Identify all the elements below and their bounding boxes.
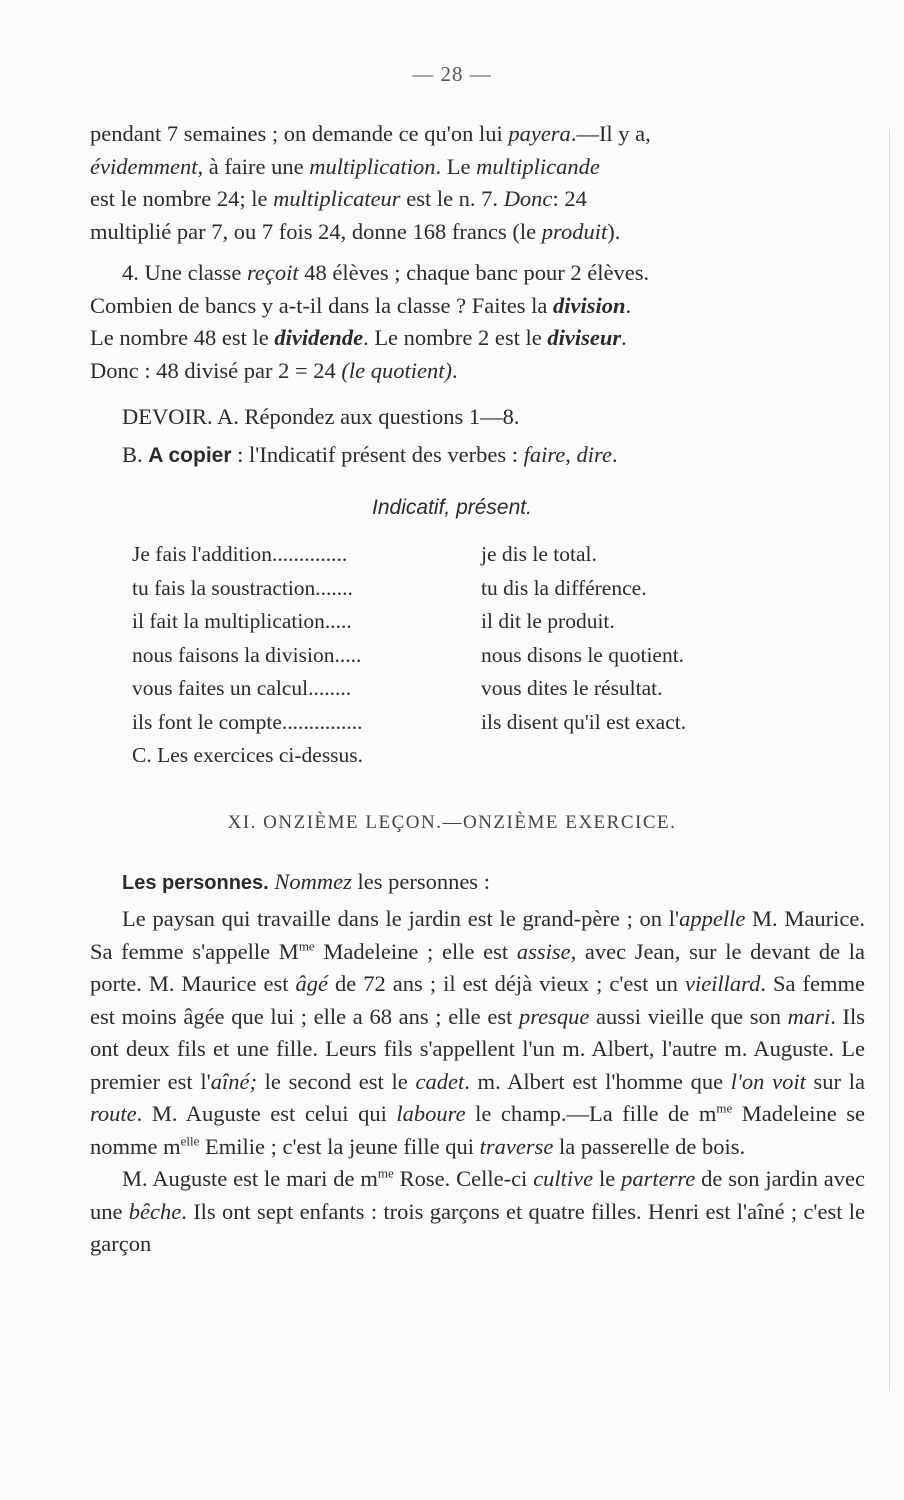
emphasized-word: cultive	[533, 1166, 594, 1191]
emphasized-word: âgé	[295, 971, 329, 996]
text-run: . Ils ont sept enfants : trois garçons et quatre filles. Henri est l'aîné ; c'est le garçon	[90, 1198, 865, 1256]
emphasized-word: laboure	[396, 1101, 466, 1126]
conjugation-title: Indicatif, présent.	[372, 496, 532, 519]
text-run: Rose. Celle-ci	[393, 1166, 534, 1191]
conjugation-row: vous faites un calcul........ vous dites le résultat.	[132, 676, 663, 700]
devoir	[90, 398, 865, 475]
text-run: Le paysan qui travaille dans le jardin est le grand-père ; on l'	[122, 906, 680, 931]
intro-line-3: est le nombre 24; le multiplicateur est le n. 7. Donc: 24	[90, 186, 587, 211]
text-run: . m. Albert est l'homme que	[464, 1068, 731, 1094]
text-run: . Ils ont deux fils et une fille. Leurs fils s'appellent l'un m. Albert, l'autre m. Auguste. Le premier est l'	[90, 1003, 865, 1094]
text-run: . M. Auguste est celui qui	[136, 1101, 397, 1126]
emphasized-word: l'on voit	[730, 1068, 806, 1094]
exercise-c: C. Les exercices ci-dessus.	[132, 743, 364, 767]
emphasized-word: cadet	[415, 1068, 465, 1094]
conjugation-row: Je fais l'addition.............. je dis le total.	[132, 542, 597, 566]
emphasized-word: bêche	[128, 1198, 182, 1224]
emphasized-word: appelle	[679, 906, 746, 931]
text-run: le second est le	[256, 1068, 416, 1094]
intro-paragraph	[90, 118, 865, 248]
text-run: aussi vieille que son	[589, 1003, 788, 1029]
superscript: elle	[180, 1133, 200, 1148]
emphasized-word: route	[90, 1101, 137, 1126]
text-run: le	[593, 1166, 622, 1191]
problem-4	[90, 257, 865, 387]
emphasized-word: parterre	[621, 1166, 696, 1191]
page-number: — 28 —	[412, 62, 492, 86]
text-run: M. Maurice. Sa femme s'appelle M	[90, 906, 865, 964]
text-run: la passerelle de bois.	[553, 1133, 746, 1159]
text-run: Madeleine ; elle est	[314, 938, 517, 964]
conjugation-row: ils font le compte............... ils disent qu'il est exact.	[132, 709, 687, 734]
emphasized-word: presque	[518, 1003, 590, 1029]
text-run: le champ.—La fille de m	[465, 1101, 717, 1126]
emphasized-word: traverse	[479, 1133, 554, 1159]
emphasized-word: aîné;	[210, 1068, 257, 1094]
intro-line-4: multiplié par 7, ou 7 fois 24, donne 168 francs (le produit).	[90, 218, 621, 244]
devoir-b: B. A copier : l'Indicatif présent des verbes : faire, dire.	[122, 442, 618, 467]
superscript: me	[377, 1165, 394, 1181]
emphasized-word: mari	[787, 1003, 831, 1029]
problem-4-line-3: Le nombre 48 est le dividende. Le nombre 2 est le diviseur.	[90, 325, 627, 350]
superscript: me	[716, 1100, 733, 1116]
devoir-a: DEVOIR. A. Répondez aux questions 1—8.	[122, 404, 520, 429]
text-run: . Sa femme est moins âgée que lui ; elle a 68 ans ; elle est	[90, 971, 865, 1029]
text-run: M. Auguste est le mari de m	[122, 1166, 378, 1191]
emphasized-word: vieillard	[684, 971, 761, 996]
lesson-body	[90, 903, 865, 1261]
superscript: me	[298, 938, 315, 953]
paragraph-2	[90, 1163, 865, 1261]
intro-line-1: pendant 7 semaines ; on demande ce qu'on lui payera.—Il y a,	[90, 121, 651, 146]
text-run: Madeleine se nomme m	[90, 1101, 865, 1159]
page-edge-line	[889, 130, 890, 1390]
text-run: de son jardin avec une	[90, 1166, 865, 1224]
paragraph-1	[90, 903, 865, 1163]
conjugation-row: tu fais la soustraction....... tu dis la différence.	[132, 575, 647, 600]
problem-4-line-2: Combien de bancs y a-t-il dans la classe ? Faites la division.	[90, 292, 632, 318]
text-run: de 72 ans ; il est déjà vieux ; c'est un	[328, 971, 685, 996]
lesson-subtitle: Les personnes. Nommez les personnes :	[122, 869, 490, 894]
problem-4-line-4: Donc : 48 divisé par 2 = 24 (le quotient).	[90, 357, 458, 383]
problem-4-line-1: 4. Une classe reçoit 48 élèves ; chaque banc pour 2 élèves.	[122, 260, 650, 285]
conjugation-row: il fait la multiplication..... il dit le produit.	[132, 609, 615, 633]
emphasized-word: assise,	[516, 938, 577, 964]
lesson-subtitle-verb: Nommez	[274, 869, 352, 894]
lesson-subtitle-label: Les personnes.	[122, 872, 269, 894]
conjugation-row: nous faisons la division..... nous disons le quotient.	[132, 642, 685, 667]
text-run: avec Jean, sur le devant de la porte. M. Maurice est	[90, 938, 866, 996]
intro-line-2: évidemment, à faire une multiplication. Le multiplicande	[90, 153, 600, 179]
lesson-title: XI. ONZIÈME LEÇON.—ONZIÈME EXERCICE.	[227, 812, 677, 833]
text-run: sur la	[805, 1068, 866, 1094]
conjugation-table	[132, 538, 686, 773]
text-run: Emilie ; c'est la jeune fille qui	[199, 1133, 480, 1159]
